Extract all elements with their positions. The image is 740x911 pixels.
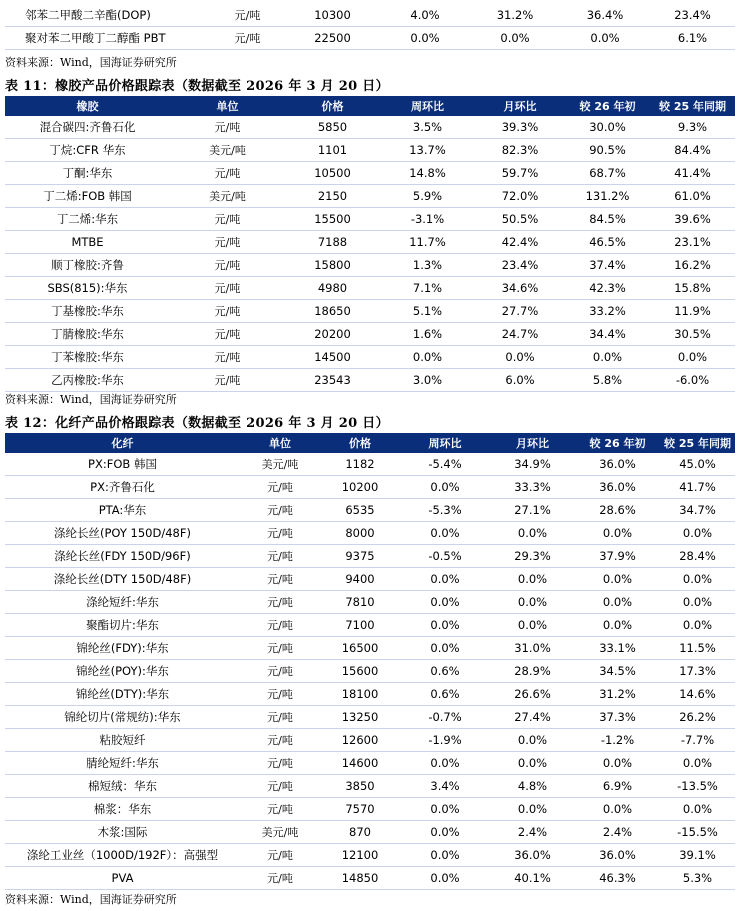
change-cell: -5.3% <box>400 499 490 522</box>
change-cell: 0.0% <box>660 752 735 775</box>
product-name-cell: MTBE <box>5 231 170 254</box>
change-cell: 72.0% <box>475 185 565 208</box>
price-cell: 7810 <box>320 591 400 614</box>
product-name-cell: 涤纶短纤:华东 <box>5 591 240 614</box>
unit-cell: 元/吨 <box>240 752 320 775</box>
change-cell: 39.1% <box>660 844 735 867</box>
change-cell: 28.6% <box>575 499 660 522</box>
change-cell: 41.4% <box>650 162 735 185</box>
table-row <box>5 844 735 867</box>
change-cell: 0.0% <box>490 614 575 637</box>
change-cell: 36.0% <box>575 844 660 867</box>
change-cell: 0.0% <box>380 27 470 50</box>
product-name-cell: 丁酮:华东 <box>5 162 170 185</box>
change-cell: 26.6% <box>490 683 575 706</box>
unit-cell: 元/吨 <box>240 499 320 522</box>
price-cell: 3850 <box>320 775 400 798</box>
change-cell: 90.5% <box>565 139 650 162</box>
change-cell: 0.0% <box>490 729 575 752</box>
unit-cell: 元/吨 <box>170 162 285 185</box>
table-row <box>5 614 735 637</box>
table-row <box>5 706 735 729</box>
change-cell: 7.1% <box>380 277 475 300</box>
change-cell: 0.0% <box>660 798 735 821</box>
unit-cell: 元/吨 <box>210 4 285 27</box>
unit-cell: 元/吨 <box>170 277 285 300</box>
table-row <box>5 277 735 300</box>
change-cell: 14.8% <box>380 162 475 185</box>
change-cell: 68.7% <box>565 162 650 185</box>
change-cell: 41.7% <box>660 476 735 499</box>
product-name-cell: 丁二烯:华东 <box>5 208 170 231</box>
table-row <box>5 4 735 27</box>
price-cell: 6535 <box>320 499 400 522</box>
change-cell: 0.0% <box>575 614 660 637</box>
product-name-cell: 顺丁橡胶:齐鲁 <box>5 254 170 277</box>
product-name-cell: 涤纶工业丝（1000D/192F）：高强型 <box>5 844 240 867</box>
unit-cell: 元/吨 <box>170 369 285 392</box>
change-cell: 3.5% <box>380 116 475 139</box>
price-cell: 870 <box>320 821 400 844</box>
price-cell: 12600 <box>320 729 400 752</box>
table-row <box>5 683 735 706</box>
product-name-cell: 涤纶长丝(POY 150D/48F) <box>5 522 240 545</box>
change-cell: 0.0% <box>490 798 575 821</box>
product-name-cell: 乙丙橡胶:华东 <box>5 369 170 392</box>
change-cell: 5.3% <box>660 867 735 890</box>
table-row <box>5 729 735 752</box>
table-row <box>5 208 735 231</box>
price-cell: 18100 <box>320 683 400 706</box>
change-cell: 36.0% <box>575 476 660 499</box>
product-name-cell: 锦纶丝(FDY):华东 <box>5 637 240 660</box>
change-cell: 33.2% <box>565 300 650 323</box>
change-cell: 59.7% <box>475 162 565 185</box>
unit-cell: 元/吨 <box>240 775 320 798</box>
change-cell: 0.0% <box>400 614 490 637</box>
change-cell: 0.0% <box>475 346 565 369</box>
unit-cell: 美元/吨 <box>240 821 320 844</box>
change-cell: 24.7% <box>475 323 565 346</box>
price-cell: 1101 <box>285 139 380 162</box>
change-cell: 29.3% <box>490 545 575 568</box>
change-cell: -3.1% <box>380 208 475 231</box>
product-name-cell: 聚对苯二甲酸丁二醇酯 PBT <box>5 27 210 50</box>
table-row <box>5 185 735 208</box>
change-cell: 3.4% <box>400 775 490 798</box>
rubber-price-table <box>5 96 735 392</box>
column-header: 较 26 年初 <box>565 96 650 116</box>
change-cell: 0.0% <box>490 568 575 591</box>
product-name-cell: 锦纶丝(DTY):华东 <box>5 683 240 706</box>
product-name-cell: 锦纶切片(常规纺):华东 <box>5 706 240 729</box>
change-cell: 84.5% <box>565 208 650 231</box>
change-cell: 0.0% <box>575 591 660 614</box>
product-name-cell: 粘胶短纤 <box>5 729 240 752</box>
product-name-cell: 混合碳四:齐鲁石化 <box>5 116 170 139</box>
table-row <box>5 522 735 545</box>
table-row <box>5 254 735 277</box>
change-cell: 4.8% <box>490 775 575 798</box>
change-cell: 30.5% <box>650 323 735 346</box>
change-cell: 5.9% <box>380 185 475 208</box>
price-cell: 14600 <box>320 752 400 775</box>
unit-cell: 元/吨 <box>170 346 285 369</box>
change-cell: 0.0% <box>400 522 490 545</box>
change-cell: 0.0% <box>575 752 660 775</box>
column-header: 单位 <box>170 96 285 116</box>
change-cell: 2.4% <box>490 821 575 844</box>
price-cell: 7570 <box>320 798 400 821</box>
unit-cell: 元/吨 <box>240 545 320 568</box>
change-cell: -13.5% <box>660 775 735 798</box>
change-cell: 0.0% <box>660 614 735 637</box>
change-cell: -1.2% <box>575 729 660 752</box>
change-cell: 5.8% <box>565 369 650 392</box>
table-row <box>5 499 735 522</box>
change-cell: 3.0% <box>380 369 475 392</box>
table-12-title: 表 12：化纤产品价格跟踪表（数据截至 2026 年 3 月 20 日） <box>5 416 389 431</box>
table-row <box>5 162 735 185</box>
column-header: 较 25 年同期 <box>660 433 735 453</box>
column-header: 月环比 <box>475 96 565 116</box>
change-cell: -0.5% <box>400 545 490 568</box>
change-cell: 0.0% <box>380 346 475 369</box>
column-header: 价格 <box>320 433 400 453</box>
change-cell: 11.7% <box>380 231 475 254</box>
price-cell: 14850 <box>320 867 400 890</box>
column-header: 周环比 <box>400 433 490 453</box>
change-cell: 0.0% <box>400 798 490 821</box>
change-cell: 27.1% <box>490 499 575 522</box>
change-cell: 0.0% <box>660 568 735 591</box>
change-cell: 28.9% <box>490 660 575 683</box>
change-cell: 46.5% <box>565 231 650 254</box>
change-cell: 27.7% <box>475 300 565 323</box>
unit-cell: 元/吨 <box>240 660 320 683</box>
unit-cell: 元/吨 <box>240 568 320 591</box>
product-name-cell: 腈纶短纤:华东 <box>5 752 240 775</box>
change-cell: 82.3% <box>475 139 565 162</box>
change-cell: 34.6% <box>475 277 565 300</box>
change-cell: 61.0% <box>650 185 735 208</box>
column-header: 较 25 年同期 <box>650 96 735 116</box>
product-name-cell: SBS(815):华东 <box>5 277 170 300</box>
change-cell: 37.4% <box>565 254 650 277</box>
change-cell: 34.4% <box>565 323 650 346</box>
unit-cell: 元/吨 <box>240 476 320 499</box>
table-11-title: 表 11：橡胶产品价格跟踪表（数据截至 2026 年 3 月 20 日） <box>5 79 389 94</box>
table-row <box>5 476 735 499</box>
price-cell: 16500 <box>320 637 400 660</box>
change-cell: -7.7% <box>660 729 735 752</box>
fiber-price-table <box>5 433 735 890</box>
unit-cell: 元/吨 <box>240 637 320 660</box>
table-row <box>5 660 735 683</box>
column-header: 价格 <box>285 96 380 116</box>
change-cell: 42.3% <box>565 277 650 300</box>
source-note: 资料来源：Wind，国海证券研究所 <box>5 393 177 406</box>
product-name-cell: 邻苯二甲酸二辛酯(DOP) <box>5 4 210 27</box>
change-cell: 17.3% <box>660 660 735 683</box>
column-header: 橡胶 <box>5 96 170 116</box>
table-row <box>5 369 735 392</box>
price-cell: 12100 <box>320 844 400 867</box>
continued-price-table <box>5 4 735 50</box>
change-cell: 27.4% <box>490 706 575 729</box>
column-header: 化纤 <box>5 433 240 453</box>
unit-cell: 元/吨 <box>240 844 320 867</box>
change-cell: -1.9% <box>400 729 490 752</box>
change-cell: 39.6% <box>650 208 735 231</box>
change-cell: 0.0% <box>400 568 490 591</box>
change-cell: 37.9% <box>575 545 660 568</box>
continued-table-body <box>5 4 735 50</box>
change-cell: 0.0% <box>575 568 660 591</box>
table-row <box>5 346 735 369</box>
change-cell: 33.3% <box>490 476 575 499</box>
price-cell: 1182 <box>320 453 400 476</box>
change-cell: 23.4% <box>650 4 735 27</box>
table-row <box>5 300 735 323</box>
unit-cell: 元/吨 <box>240 591 320 614</box>
unit-cell: 元/吨 <box>170 116 285 139</box>
product-name-cell: PX:FOB 韩国 <box>5 453 240 476</box>
product-name-cell: 丁苯橡胶:华东 <box>5 346 170 369</box>
change-cell: 4.0% <box>380 4 470 27</box>
change-cell: 0.0% <box>575 798 660 821</box>
change-cell: 0.0% <box>400 637 490 660</box>
product-name-cell: 丁基橡胶:华东 <box>5 300 170 323</box>
table-row <box>5 867 735 890</box>
change-cell: 0.0% <box>400 752 490 775</box>
rubber-table-body <box>5 116 735 392</box>
price-cell: 10500 <box>285 162 380 185</box>
change-cell: 11.9% <box>650 300 735 323</box>
price-cell: 4980 <box>285 277 380 300</box>
product-name-cell: 锦纶丝(POY):华东 <box>5 660 240 683</box>
unit-cell: 元/吨 <box>240 683 320 706</box>
unit-cell: 元/吨 <box>170 254 285 277</box>
table-row <box>5 752 735 775</box>
change-cell: 9.3% <box>650 116 735 139</box>
table-row <box>5 139 735 162</box>
change-cell: 0.0% <box>400 476 490 499</box>
table-row <box>5 453 735 476</box>
table-row <box>5 821 735 844</box>
table-row <box>5 591 735 614</box>
change-cell: 0.0% <box>575 522 660 545</box>
product-name-cell: PX:齐鲁石化 <box>5 476 240 499</box>
change-cell: 37.3% <box>575 706 660 729</box>
change-cell: -0.7% <box>400 706 490 729</box>
price-cell: 7100 <box>320 614 400 637</box>
change-cell: 28.4% <box>660 545 735 568</box>
change-cell: 0.0% <box>470 27 560 50</box>
change-cell: 0.0% <box>565 346 650 369</box>
table-row <box>5 637 735 660</box>
price-cell: 14500 <box>285 346 380 369</box>
change-cell: 0.0% <box>660 591 735 614</box>
unit-cell: 元/吨 <box>170 231 285 254</box>
unit-cell: 美元/吨 <box>170 139 285 162</box>
product-name-cell: PTA:华东 <box>5 499 240 522</box>
unit-cell: 美元/吨 <box>170 185 285 208</box>
change-cell: 15.8% <box>650 277 735 300</box>
change-cell: 5.1% <box>380 300 475 323</box>
change-cell: 14.6% <box>660 683 735 706</box>
price-cell: 9375 <box>320 545 400 568</box>
unit-cell: 美元/吨 <box>240 453 320 476</box>
price-cell: 7188 <box>285 231 380 254</box>
unit-cell: 元/吨 <box>240 522 320 545</box>
unit-cell: 元/吨 <box>240 614 320 637</box>
price-cell: 9400 <box>320 568 400 591</box>
table-row <box>5 545 735 568</box>
change-cell: 0.0% <box>400 821 490 844</box>
change-cell: 31.2% <box>575 683 660 706</box>
unit-cell: 元/吨 <box>240 798 320 821</box>
change-cell: 34.9% <box>490 453 575 476</box>
change-cell: 0.0% <box>490 752 575 775</box>
product-name-cell: 棉短绒：华东 <box>5 775 240 798</box>
product-name-cell: PVA <box>5 867 240 890</box>
change-cell: 1.6% <box>380 323 475 346</box>
change-cell: 31.2% <box>470 4 560 27</box>
change-cell: 31.0% <box>490 637 575 660</box>
product-name-cell: 丁腈橡胶:华东 <box>5 323 170 346</box>
change-cell: 50.5% <box>475 208 565 231</box>
unit-cell: 元/吨 <box>240 706 320 729</box>
change-cell: 39.3% <box>475 116 565 139</box>
change-cell: 0.6% <box>400 660 490 683</box>
source-note: 资料来源：Wind，国海证券研究所 <box>5 893 177 906</box>
change-cell: 0.0% <box>400 844 490 867</box>
change-cell: 0.0% <box>560 27 650 50</box>
column-header: 单位 <box>240 433 320 453</box>
change-cell: 23.4% <box>475 254 565 277</box>
price-cell: 13250 <box>320 706 400 729</box>
unit-cell: 元/吨 <box>170 208 285 231</box>
column-header: 月环比 <box>490 433 575 453</box>
table-row <box>5 568 735 591</box>
product-name-cell: 丁二烯:FOB 韩国 <box>5 185 170 208</box>
price-cell: 20200 <box>285 323 380 346</box>
change-cell: 131.2% <box>565 185 650 208</box>
change-cell: 33.1% <box>575 637 660 660</box>
change-cell: 2.4% <box>575 821 660 844</box>
table-header-row <box>5 433 735 453</box>
table-row <box>5 775 735 798</box>
change-cell: 0.0% <box>400 867 490 890</box>
change-cell: 34.5% <box>575 660 660 683</box>
change-cell: 36.0% <box>575 453 660 476</box>
change-cell: 36.4% <box>560 4 650 27</box>
product-name-cell: 丁烷:CFR 华东 <box>5 139 170 162</box>
fiber-table-body <box>5 453 735 890</box>
change-cell: 6.1% <box>650 27 735 50</box>
change-cell: -5.4% <box>400 453 490 476</box>
price-cell: 15800 <box>285 254 380 277</box>
product-name-cell: 涤纶长丝(FDY 150D/96F) <box>5 545 240 568</box>
table-row <box>5 116 735 139</box>
price-cell: 15500 <box>285 208 380 231</box>
product-name-cell: 聚酯切片:华东 <box>5 614 240 637</box>
change-cell: 16.2% <box>650 254 735 277</box>
table-row <box>5 231 735 254</box>
change-cell: 26.2% <box>660 706 735 729</box>
price-cell: 18650 <box>285 300 380 323</box>
price-cell: 15600 <box>320 660 400 683</box>
change-cell: 0.6% <box>400 683 490 706</box>
unit-cell: 元/吨 <box>240 729 320 752</box>
column-header: 较 26 年初 <box>575 433 660 453</box>
price-cell: 23543 <box>285 369 380 392</box>
table-row <box>5 323 735 346</box>
price-cell: 2150 <box>285 185 380 208</box>
table-row <box>5 27 735 50</box>
product-name-cell: 棉浆：华东 <box>5 798 240 821</box>
change-cell: 11.5% <box>660 637 735 660</box>
unit-cell: 元/吨 <box>170 300 285 323</box>
product-name-cell: 木浆:国际 <box>5 821 240 844</box>
change-cell: 84.4% <box>650 139 735 162</box>
price-cell: 10300 <box>285 4 380 27</box>
change-cell: -6.0% <box>650 369 735 392</box>
change-cell: 0.0% <box>650 346 735 369</box>
change-cell: 0.0% <box>490 522 575 545</box>
unit-cell: 元/吨 <box>170 323 285 346</box>
table-header-row <box>5 96 735 116</box>
price-cell: 10200 <box>320 476 400 499</box>
price-cell: 8000 <box>320 522 400 545</box>
change-cell: 23.1% <box>650 231 735 254</box>
price-cell: 22500 <box>285 27 380 50</box>
change-cell: 13.7% <box>380 139 475 162</box>
change-cell: 0.0% <box>660 522 735 545</box>
change-cell: 30.0% <box>565 116 650 139</box>
table-row <box>5 798 735 821</box>
change-cell: 0.0% <box>490 591 575 614</box>
change-cell: 34.7% <box>660 499 735 522</box>
change-cell: 36.0% <box>490 844 575 867</box>
change-cell: 1.3% <box>380 254 475 277</box>
change-cell: 45.0% <box>660 453 735 476</box>
unit-cell: 元/吨 <box>210 27 285 50</box>
change-cell: 46.3% <box>575 867 660 890</box>
change-cell: 6.0% <box>475 369 565 392</box>
change-cell: 40.1% <box>490 867 575 890</box>
price-cell: 5850 <box>285 116 380 139</box>
change-cell: 6.9% <box>575 775 660 798</box>
column-header: 周环比 <box>380 96 475 116</box>
product-name-cell: 涤纶长丝(DTY 150D/48F) <box>5 568 240 591</box>
source-note: 资料来源：Wind，国海证券研究所 <box>5 56 177 69</box>
change-cell: 0.0% <box>400 591 490 614</box>
change-cell: -15.5% <box>660 821 735 844</box>
unit-cell: 元/吨 <box>240 867 320 890</box>
change-cell: 42.4% <box>475 231 565 254</box>
